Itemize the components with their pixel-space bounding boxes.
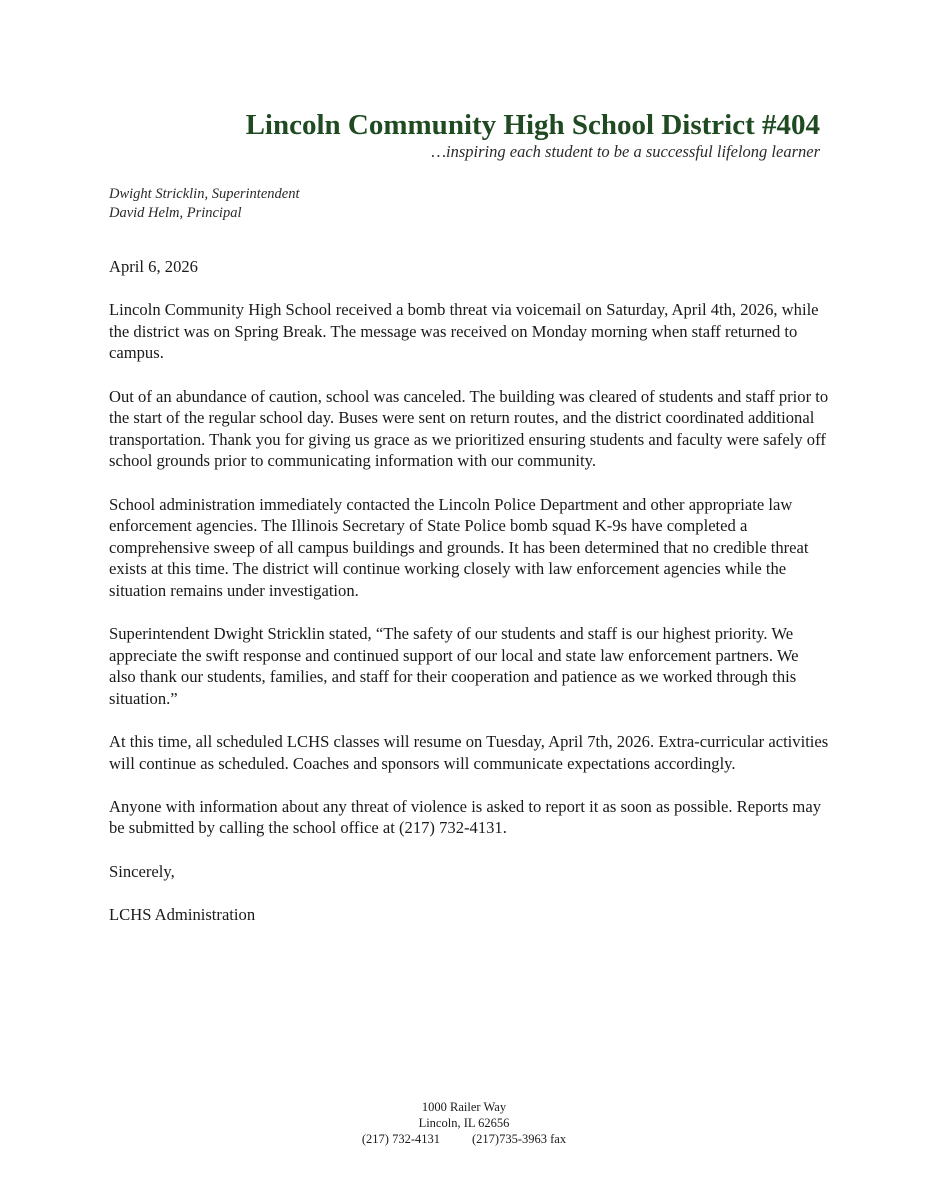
paragraph-law-enforcement: School administration immediately contacted the Lincoln Police Department and other appropriate law enforcement agencies. The Illinois Secretary of State Police bomb squad K-9s have completed a comprehensive sweep of all campus buildings and grounds. It has been determined that no credible threat exists at this time. The district will continue working closely with law enforcement agencies while the situation remains under investigation. — [109, 494, 809, 600]
letter-date: April 6, 2026 — [109, 257, 198, 276]
district-motto: …inspiring each student to be a successful lifelong learner — [431, 142, 820, 161]
footer-address — [0, 1099, 928, 1147]
superintendent-name: Dwight Stricklin, Superintendent — [109, 186, 300, 202]
letter-closing: Sincerely, — [109, 861, 175, 881]
letter-signature: LCHS Administration — [109, 904, 256, 924]
paragraph-classes-resume: At this time, all scheduled LCHS classes will resume on Tuesday, April 7th, 2026. Extra-curricular activities will continue as scheduled. Coaches and sponsors will communicate expectations accordingly. — [109, 732, 829, 773]
letterhead — [246, 108, 820, 162]
paragraph-school-canceled: Out of an abundance of caution, school was canceled. The building was cleared of students and staff prior to the start of the regular school day. Buses were sent on return routes, and the district coordinated additional transportation. Thank you for giving us grace as we prioritized ensuring students and faculty were safely off school grounds prior to communicating information with our community. — [109, 386, 829, 471]
district-name: Lincoln Community High School District #404 — [245, 109, 820, 141]
paragraph-threat-received: Lincoln Community High School received a bomb threat via voicemail on Saturday, April 4th, 2026, while the district was on Spring Break. The message was received on Monday morning when staff returned to campus. — [109, 300, 819, 363]
paragraph-superintendent-quote: Superintendent Dwight Stricklin stated, “The safety of our students and staff is our highest priority. We appreciate the swift response and continued support of our local and state law enforcement partners. We also thank our students, families, and staff for their cooperation and patience as we worked through this situation.” — [109, 624, 799, 708]
footer-contact — [0, 1131, 928, 1147]
footer-phone: (217) 732-4131 — [361, 1132, 441, 1146]
footer-city: Lincoln, IL 62656 — [418, 1116, 510, 1130]
paragraph-report-info: Anyone with information about any threat of violence is asked to report it as soon as possible. Reports may be submitted by calling the school office at (217) 732-4131. — [109, 796, 821, 838]
footer-street: 1000 Railer Way — [421, 1100, 507, 1114]
letter-body — [109, 256, 829, 947]
officials-block — [109, 185, 300, 223]
footer-fax: (217)735-3963 fax — [472, 1132, 567, 1146]
principal-name: David Helm, Principal — [109, 205, 242, 221]
